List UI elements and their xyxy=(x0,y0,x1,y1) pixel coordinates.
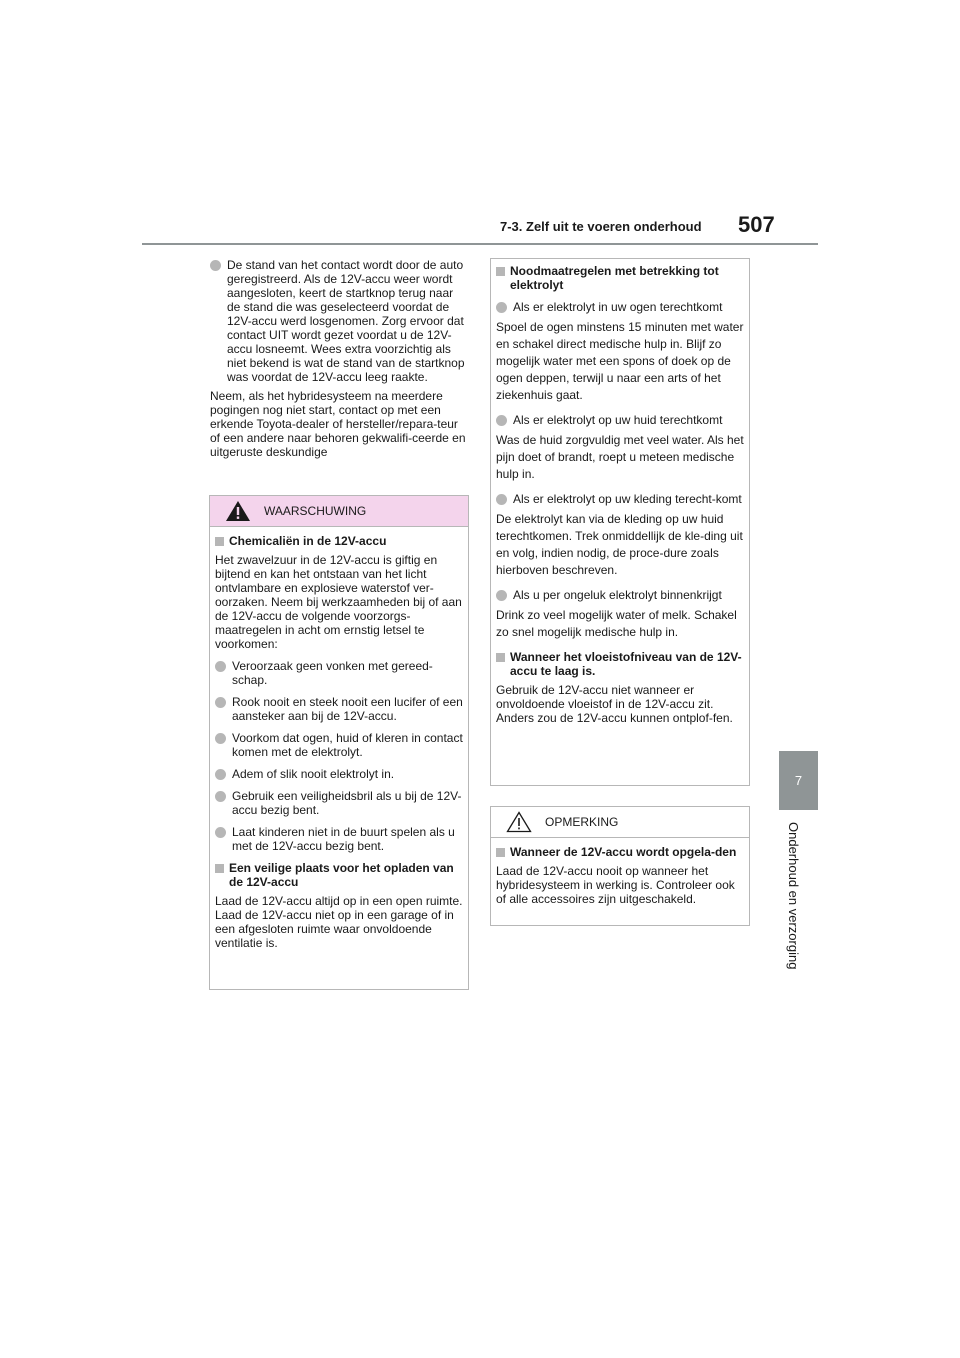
note-paragraph: Laad de 12V-accu nooit op wanneer het hybridesysteem in werking is. Controleer ook of alle accessoires zijn uitgeschakeld. xyxy=(496,864,735,906)
square-bullet-icon xyxy=(496,653,505,662)
list-item: Adem of slik nooit elektrolyt in. xyxy=(215,767,463,781)
warning-heading-charging: Een veilige plaats voor het opladen van de 12V-accu xyxy=(215,861,463,889)
paragraph: Spoel de ogen minstens 15 minuten met water en schakel direct medische hulp in. Blijf zo mogelijk water met een spons of doek op de ogen deppen, terwijl u naar een arts of het ziekenhuis gaat. xyxy=(496,320,744,402)
caution-icon xyxy=(506,811,532,833)
chapter-tab[interactable] xyxy=(779,751,818,810)
page-number: 507 xyxy=(738,212,775,237)
list-item: Als er elektrolyt op uw huid terechtkomt xyxy=(496,413,744,427)
intro-paragraph: Neem, als het hybridesysteem na meerdere pogingen nog niet start, contact op met een erkende Toyota-dealer of hersteller/repara-teur of een andere naar behoren gekwalifi-ceerde en uitgeruste deskundige xyxy=(210,389,466,459)
note-body xyxy=(491,838,749,916)
bullet-icon xyxy=(496,415,507,426)
warning-heading-emergency: Noodmaatregelen met betrekking tot elektrolyt xyxy=(496,264,744,292)
warning-paragraph-charging: Laad de 12V-accu altijd op in een open ruimte. Laad de 12V-accu niet op in een garage of in een afgesloten ruimte waar onvoldoende ventilatie is. xyxy=(215,894,463,950)
left-intro xyxy=(210,258,466,464)
paragraph: Was de huid zorgvuldig met veel water. Als het pijn doet of brandt, roept u meteen medische hulp in. xyxy=(496,433,744,481)
list-item: Gebruik een veiligheidsbril als u bij de 12V-accu bezig bent. xyxy=(215,789,463,817)
square-bullet-icon xyxy=(215,537,224,546)
bullet-icon xyxy=(210,260,221,271)
bullet-icon xyxy=(215,697,226,708)
note-box xyxy=(490,806,750,926)
list-item: Als u per ongeluk elektrolyt binnenkrijgt xyxy=(496,588,744,602)
square-bullet-icon xyxy=(496,267,505,276)
note-title: OPMERKING xyxy=(545,815,619,829)
warning-body xyxy=(210,527,468,960)
paragraph: De elektrolyt kan via de kleding op uw huid terechtkomen. Trek onmiddellijk de kle-ding uit en volg, indien nodig, de proce-dure zoals hierboven beschreven. xyxy=(496,512,743,577)
warning-heading-chemicals: Chemicaliën in de 12V-accu xyxy=(215,534,463,548)
warning-continued-body xyxy=(491,259,749,735)
bullet-icon xyxy=(215,791,226,802)
bullet-icon xyxy=(215,827,226,838)
warning-header xyxy=(210,496,468,527)
chapter-title: Onderhoud en verzorging xyxy=(786,822,801,970)
intro-bullet: De stand van het contact wordt door de auto geregistreerd. Als de 12V-accu weer wordt aangesloten, keert de startknop terug naar de stand die was geselecteerd voordat de 12V-accu werd losgenomen. Zorg ervoor dat contact UIT wordt gezet voordat u de 12V-accu losneemt. Wees extra voorzichtig als niet bekend is wat de stand van de startknop was voordat de 12V-accu leeg raakte. xyxy=(210,258,466,384)
warning-heading-fluid-level: Wanneer het vloeistofniveau van de 12V-accu te laag is. xyxy=(496,650,744,678)
bullet-icon xyxy=(496,590,507,601)
bullet-icon xyxy=(215,733,226,744)
warning-paragraph-chemicals: Het zwavelzuur in de 12V-accu is giftig en bijtend en kan het ontstaan van het licht ontvlambare en explosieve waterstof ver-oorzaken. Neem bij werkzaamheden bij of aan de 12V-accu de volgende voorzorgs-maatregelen in acht om ernstig letsel te voorkomen: xyxy=(215,553,462,651)
list-item: Als er elektrolyt in uw ogen terechtkomt xyxy=(496,300,744,314)
warning-icon xyxy=(225,500,251,522)
chapter-number: 7 xyxy=(794,773,803,788)
paragraph: Gebruik de 12V-accu niet wanneer er onvoldoende vloeistof in de 12V-accu zit. Anders zou de 12V-accu kunnen ontplof-fen. xyxy=(496,683,733,725)
paragraph: Drink zo veel mogelijk water of melk. Schakel zo snel mogelijk medische hulp in. xyxy=(496,608,737,639)
header-divider xyxy=(142,243,818,245)
section-title: 7-3. Zelf uit te voeren onderhoud xyxy=(500,219,702,234)
list-item: Rook nooit en steek nooit een lucifer of een aansteker aan bij de 12V-accu. xyxy=(215,695,463,723)
note-header xyxy=(491,807,749,838)
bullet-icon xyxy=(496,302,507,313)
list-item: Voorkom dat ogen, huid of kleren in contact komen met de elektrolyt. xyxy=(215,731,463,759)
bullet-icon xyxy=(215,769,226,780)
list-item: Laat kinderen niet in de buurt spelen als u met de 12V-accu bezig bent. xyxy=(215,825,463,853)
bullet-icon xyxy=(215,661,226,672)
square-bullet-icon xyxy=(215,864,224,873)
bullet-icon xyxy=(496,494,507,505)
warning-box xyxy=(209,495,469,990)
warning-title: WAARSCHUWING xyxy=(264,504,367,518)
note-heading: Wanneer de 12V-accu wordt opgela-den xyxy=(496,845,744,859)
square-bullet-icon xyxy=(496,848,505,857)
list-item: Als er elektrolyt op uw kleding terecht-komt xyxy=(496,492,744,506)
warning-box-continued xyxy=(490,258,750,786)
list-item: Veroorzaak geen vonken met gereed-schap. xyxy=(215,659,463,687)
